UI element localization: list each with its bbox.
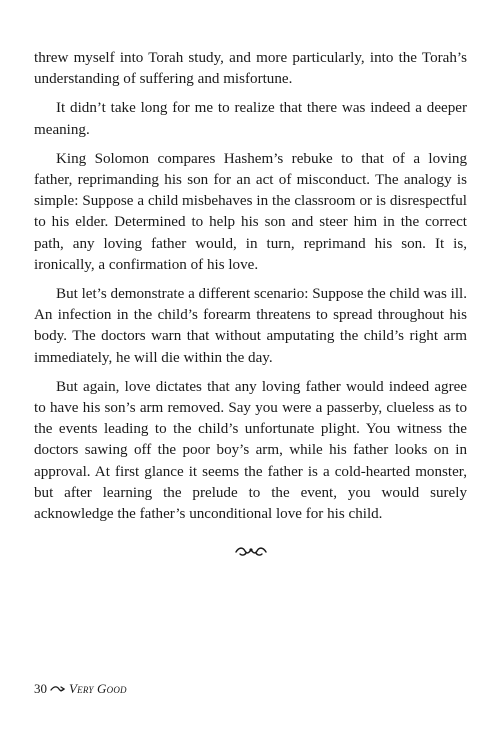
section-break xyxy=(34,543,467,559)
paragraph: It didn’t take long for me to realize that there was indeed a deeper meaning. xyxy=(34,100,467,138)
page-body xyxy=(34,48,467,559)
page-number: 30 xyxy=(34,681,47,696)
running-title: Very Good xyxy=(69,681,127,696)
paragraph: But let’s demonstrate a different scenario: Suppose the child was ill. An infection in the child’s forearm threatens to spread throughout his body. The doctors warn that without amputating the child’s right arm immediately, he will die within the day. xyxy=(34,286,467,366)
paragraph: But again, love dictates that any loving father would indeed agree to have his son’s arm removed. Say you were a passerby, clueless as to the events leading to the child’s unfortunate plight. You witness the doctors sawing off the poor boy’s arm, while his father looks on in approval. At first glance it seems the father is a cold-hearted monster, but after learning the prelude to the event, you would surely acknowledge the father’s unconditional love for his child. xyxy=(34,378,467,523)
paragraph-continuation: threw myself into Torah study, and more particularly, into the Torah’s understanding of suffering and misfortune. xyxy=(34,50,467,88)
section-break-ornament-icon xyxy=(234,544,268,558)
page-footer xyxy=(34,682,127,696)
paragraph: King Solomon compares Hashem’s rebuke to that of a loving father, reprimanding his son for an act of misconduct. The analogy is simple: Suppose a child misbehaves in the classroom or is disrespectful to his elder. Determined to help his son and steer him in the correct path, any loving father would, in turn, reprimand his son. It is, ironically, a confirmation of his love. xyxy=(34,150,467,273)
arrow-fleuron-icon xyxy=(50,684,66,694)
